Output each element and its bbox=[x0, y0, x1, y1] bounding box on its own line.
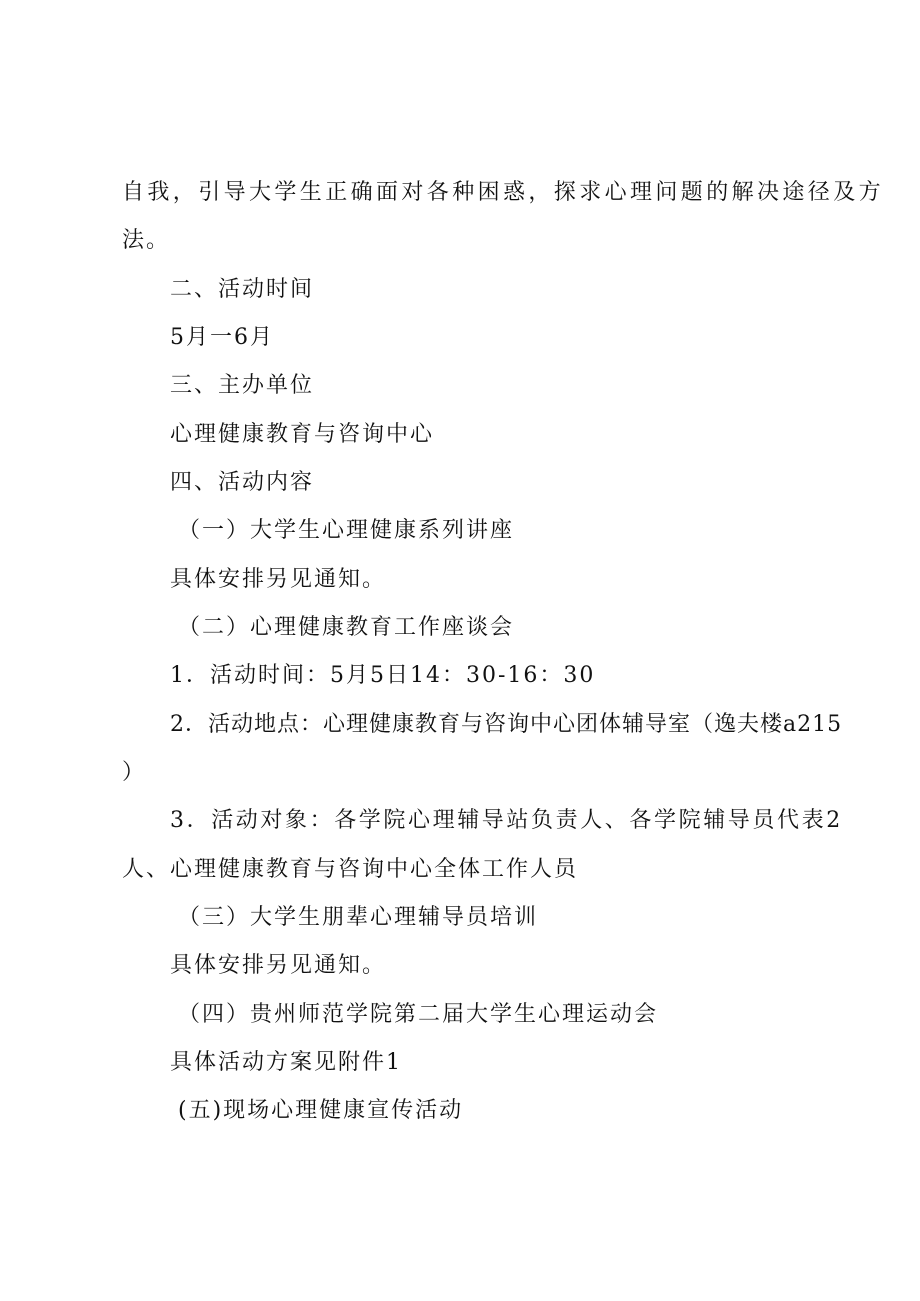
paragraph-line: 具体安排另见通知。 bbox=[170, 953, 387, 978]
paragraph-line: 5月一6月 bbox=[170, 325, 274, 350]
paragraph-line: 法。 bbox=[122, 228, 171, 253]
subsection-heading: (五)现场心理健康宣传活动 bbox=[178, 1098, 464, 1123]
section-heading: 三、主办单位 bbox=[170, 373, 315, 398]
list-item: 3．活动对象：各学院心理辅导站负责人、各学院辅导员代表2 bbox=[170, 808, 843, 833]
paragraph-line: 心理健康教育与咨询中心 bbox=[170, 422, 435, 447]
paragraph-line: 自我，引导大学生正确面对各种困惑，探求心理问题的解决途径及方 bbox=[122, 180, 885, 205]
paragraph-line: 具体安排另见通知。 bbox=[170, 567, 387, 592]
subsection-heading: （三）大学生朋辈心理辅导员培训 bbox=[178, 905, 539, 930]
section-heading: 四、活动内容 bbox=[170, 470, 315, 495]
subsection-heading: （四）贵州师范学院第二届大学生心理运动会 bbox=[178, 1002, 659, 1027]
paragraph-line: ） bbox=[122, 760, 147, 785]
list-item: 2．活动地点：心理健康教育与咨询中心团体辅导室（逸夫楼a215 bbox=[170, 712, 843, 737]
list-item: 1．活动时间：5月5日14：30-16：30 bbox=[170, 663, 596, 688]
section-heading: 二、活动时间 bbox=[170, 277, 315, 302]
paragraph-line: 具体活动方案见附件1 bbox=[170, 1050, 402, 1075]
paragraph-line: 人、心理健康教育与咨询中心全体工作人员 bbox=[122, 857, 579, 882]
subsection-heading: （一）大学生心理健康系列讲座 bbox=[178, 518, 515, 543]
subsection-heading: （二）心理健康教育工作座谈会 bbox=[178, 615, 515, 640]
